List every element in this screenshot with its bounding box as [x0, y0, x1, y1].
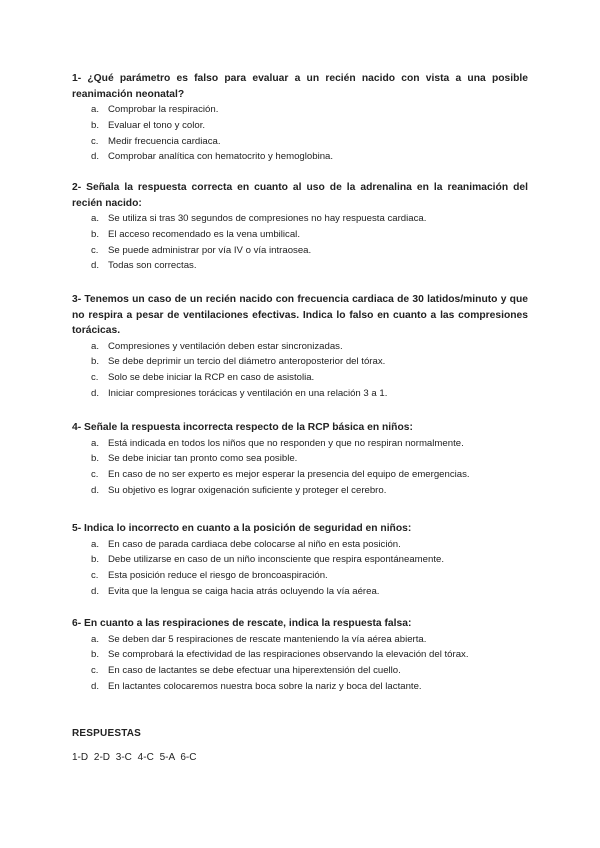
option-b: b. Se debe iniciar tan pronto como sea posible. — [91, 453, 298, 465]
question-4 — [72, 420, 528, 499]
option-d: d. En lactantes colocaremos nuestra boca sobre la nariz y boca del lactante. — [91, 680, 422, 692]
option-a: a. Compresiones y ventilación deben estar sincronizadas. — [91, 340, 343, 352]
question-title: 1- ¿Qué parámetro es falso para evaluar a un recién nacido con vista a una posible reanimación neonatal? — [72, 73, 528, 100]
option-b: b. Evaluar el tono y color. — [91, 119, 206, 131]
question-title: 3- Tenemos un caso de un recién nacido con frecuencia cardiaca de 30 latidos/minuto y que no respira a pesar de ventilaciones efectivas. Indica lo falso en cuanto a las compresiones torácicas. — [72, 294, 528, 336]
option-c: c. En caso de lactantes se debe efectuar una hiperextensión del cuello. — [91, 665, 401, 677]
option-d: d. Todas son correctas. — [91, 260, 197, 272]
option-c: c. Solo se debe iniciar la RCP en caso de asistolia. — [91, 372, 315, 384]
options-list — [72, 632, 528, 695]
question-5 — [72, 521, 528, 600]
answers-heading: RESPUESTAS — [72, 728, 142, 739]
question-6 — [72, 616, 528, 695]
option-a: a. Se utiliza si tras 30 segundos de compresiones no hay respuesta cardiaca. — [91, 213, 427, 224]
option-a: a. En caso de parada cardiaca debe colocarse al niño en esta posición. — [91, 538, 401, 550]
option-c: c. Se puede administrar por vía IV o vía intraosea. — [91, 244, 312, 256]
question-title: 2- Señala la respuesta correcta en cuanto al uso de la adrenalina en la reanimación del recién nacido: — [72, 182, 528, 209]
option-a: a. Comprobar la respiración. — [91, 104, 219, 115]
option-c: c. Esta posición reduce el riesgo de broncoaspiración. — [91, 570, 328, 582]
option-a: a. Se deben dar 5 respiraciones de rescate manteniendo la vía aérea abierta. — [91, 633, 427, 645]
question-3 — [72, 292, 528, 402]
question-title: 5- Indica lo incorrecto en cuanto a la posición de seguridad en niños: — [72, 523, 412, 534]
option-d: d. Evita que la lengua se caiga hacia atrás ocluyendo la vía aérea. — [91, 585, 380, 597]
option-c: c. En caso de no ser experto es mejor esperar la presencia del equipo de emergencias. — [91, 469, 470, 481]
options-list — [72, 102, 528, 165]
answers-key: 1-D 2-D 3-C 4-C 5-A 6-C — [72, 752, 197, 763]
option-b: b. El acceso recomendado es la vena umbilical. — [91, 228, 300, 240]
option-d: d. Iniciar compresiones torácicas y ventilación en una relación 3 a 1. — [91, 387, 388, 399]
option-c: c. Medir frecuencia cardiaca. — [91, 135, 221, 147]
options-list — [72, 436, 528, 499]
question-title: 4- Señale la respuesta incorrecta respecto de la RCP básica en niños: — [72, 422, 413, 433]
options-list — [72, 339, 528, 402]
question-1 — [72, 71, 528, 165]
option-d: d. Su objetivo es lograr oxigenación suficiente y proteger el cerebro. — [91, 484, 387, 496]
options-list — [72, 211, 528, 274]
option-b: b. Se debe deprimir un tercio del diámetro anteroposterior del tórax. — [91, 356, 386, 368]
option-b: b. Se comprobará la efectividad de las respiraciones observando la elevación del tórax. — [91, 649, 469, 661]
question-title: 6- En cuanto a las respiraciones de rescate, indica la respuesta falsa: — [72, 618, 412, 629]
question-2 — [72, 180, 528, 274]
option-d: d. Comprobar analítica con hematocrito y hemoglobina. — [91, 151, 334, 163]
option-b: b. Debe utilizarse en caso de un niño inconsciente que respira espontáneamente. — [91, 554, 445, 566]
option-a: a. Está indicada en todos los niños que no responden y que no respiran normalmente. — [91, 437, 464, 449]
options-list — [72, 537, 528, 600]
